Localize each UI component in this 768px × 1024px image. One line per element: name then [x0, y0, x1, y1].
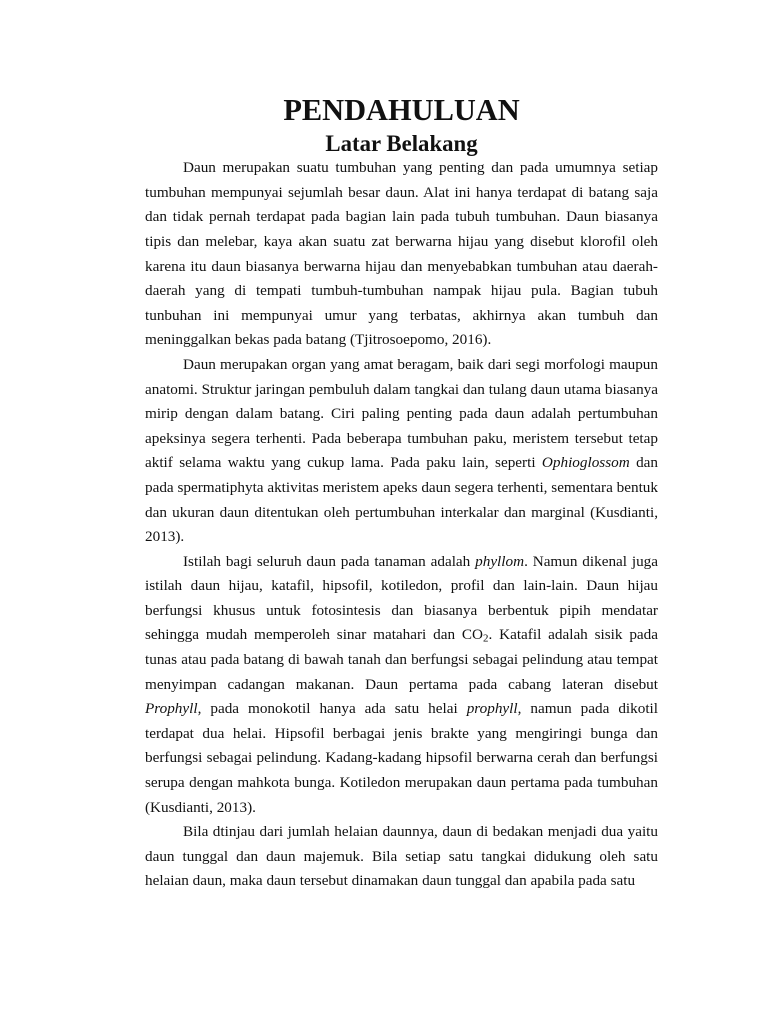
italic-term: Ophioglossom	[541, 454, 630, 472]
italic-term: Prophyll	[145, 700, 198, 718]
paragraph-text: . Namun dikenal juga istilah daun hijau, katafil, hipsofil, kotiledon, profil dan lain-lain. Daun hijau berfungsi khusus untuk fotosintesis dan biasanya berbentuk pipih mendatar sehingga mudah memperoleh sinar matahari dan CO	[145, 552, 659, 644]
paragraph-text: . Katafil adalah sisik pada tunas atau pada batang di bawah tanah dan berfungsi sebagai pelindung atau tempat menyimpan cadangan makanan. Daun pertama pada cabang lateran disebut	[145, 626, 659, 693]
paragraph-text: , pada monokotil hanya ada satu helai	[197, 700, 467, 718]
paragraph-text: Daun merupakan organ yang amat beragam, baik dari segi morfologi maupun anatomi. Struktur jaringan pembuluh dalam tangkai dan tulang daun utama biasanya mirip dengan dalam batang. Ciri paling penting pada daun adalah pertumbuhan apeksinya segera terhenti. Pada beberapa tumbuhan paku, meristem tersebut tetap aktif selama waktu yang cukup lama. Pada paku lain, seperti	[145, 355, 658, 472]
italic-term: prophyll	[466, 700, 518, 718]
paragraph-text: , namun pada dikotil terdapat dua helai. Hipsofil berbagai jenis brakte yang mengiringi bunga dan berfungsi sebagai pelindung. Kadang-kadang hipsofil berwarna cerah dan berfungsi serupa dengan mahkota bunga. Kotiledon merupakan daun pertama pada tumbuhan (Kusdianti, 2013).	[145, 700, 658, 816]
paragraph-text: Bila dtinjau dari jumlah helaian daunnya, daun di bedakan menjadi dua yaitu daun tunggal dan daun majemuk. Bila setiap satu tangkai didukung oleh satu helaian daun, maka daun tersebut dinamakan daun tunggal dan apabila pada satu	[145, 823, 658, 890]
document-body	[145, 93, 659, 894]
page-title: PENDAHULUAN	[283, 93, 520, 127]
paragraph-text: dan pada spermatiphyta aktivitas meristem apeks daun segera terhenti, sementara bentuk dan ukuran daun ditentukan oleh pertumbuhan interkalar dan marginal (Kusdianti, 2013).	[145, 454, 658, 546]
subscript: 2	[483, 633, 489, 646]
section-heading: Latar Belakang	[325, 130, 478, 156]
paragraph-3	[145, 550, 658, 821]
paragraph-text: Daun merupakan suatu tumbuhan yang penting dan pada umumnya setiap tumbuhan mempunyai sejumlah besar daun. Alat ini hanya terdapat di batang saja dan tidak pernah terdapat pada bagian lain pada tubuh tumbuhan. Daun biasanya tipis dan melebar, kaya akan suatu zat berwarna hijau yang disebut klorofil oleh karena itu daun biasanya berwarna hijau dan menyebabkan tumbuhan atau daerah-daerah yang di tempati tumbuh-tumbuhan nampak hijau pula. Bagian tubuh tunbuhan ini mempunyai umur yang terbatas, akhirnya akan tumbuh dan meninggalkan bekas pada batang (Tjitrosoepomo, 2016).	[145, 159, 658, 349]
paragraph-text: Istilah bagi seluruh daun pada tanaman adalah	[183, 552, 476, 570]
paragraph-2	[145, 353, 658, 550]
paragraph-4	[145, 820, 658, 894]
italic-term: phyllom	[475, 552, 525, 570]
paragraph-1	[145, 156, 658, 353]
